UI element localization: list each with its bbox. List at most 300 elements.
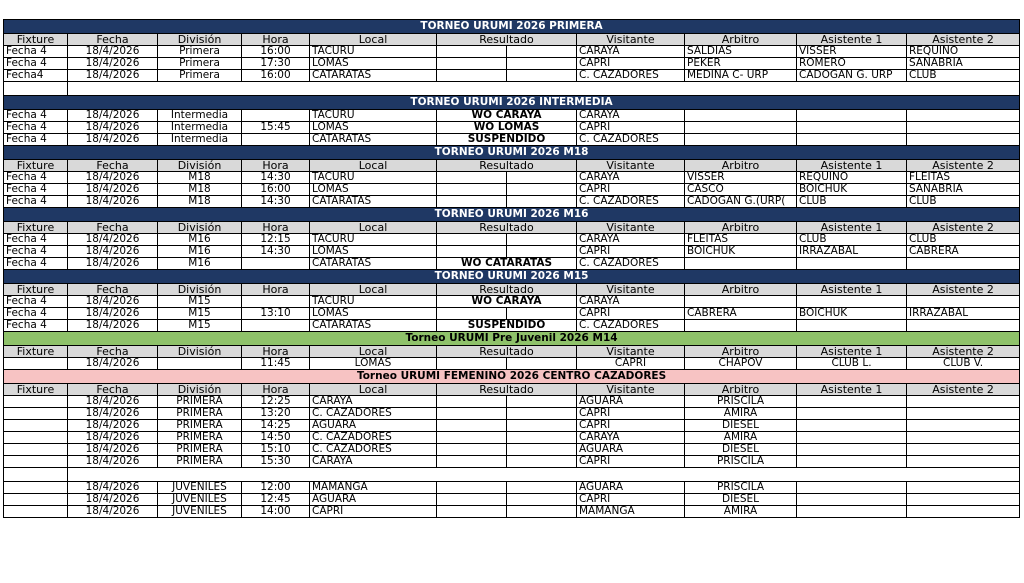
- asistente-2-cell: [907, 396, 1020, 408]
- resultado-local-cell: [437, 506, 507, 518]
- column-header-arbitro: Arbitro: [685, 222, 797, 234]
- table-row: [4, 184, 1020, 196]
- arbitro-cell: DIESEL: [685, 444, 797, 456]
- column-header-arbitro: Arbitro: [685, 284, 797, 296]
- visitante-cell: CARAYA: [577, 432, 685, 444]
- column-header-fecha: Fecha: [68, 284, 158, 296]
- asistente-1-cell: [797, 320, 907, 332]
- section-title: TORNEO URUMI 2026 M15: [4, 270, 1020, 284]
- column-header-resultado: Resultado: [437, 160, 577, 172]
- division-cell: Intermedia: [158, 122, 242, 134]
- fixture-cell: Fecha 4: [4, 172, 68, 184]
- table-row: [4, 134, 1020, 146]
- arbitro-cell: CADOGAN G.(URP(: [685, 196, 797, 208]
- arbitro-cell: SALDIAS: [685, 46, 797, 58]
- resultado-visitante-cell: [507, 358, 577, 370]
- hora-cell: [242, 320, 310, 332]
- column-header-row: [4, 160, 1020, 172]
- blank-cell: [68, 468, 1020, 482]
- column-header-fixture: Fixture: [4, 160, 68, 172]
- fixture-cell: [4, 456, 68, 468]
- visitante-cell: CAPRI: [577, 184, 685, 196]
- arbitro-cell: AMIRA: [685, 432, 797, 444]
- local-cell: C. CAZADORES: [310, 444, 437, 456]
- asistente-2-cell: [907, 408, 1020, 420]
- table-row: [4, 444, 1020, 456]
- visitante-cell: CAPRI: [577, 456, 685, 468]
- arbitro-cell: PRISCILA: [685, 482, 797, 494]
- asistente-2-cell: [907, 444, 1020, 456]
- column-header-division: División: [158, 284, 242, 296]
- division-cell: M16: [158, 258, 242, 270]
- arbitro-cell: FLEITAS: [685, 234, 797, 246]
- column-header-division: División: [158, 384, 242, 396]
- arbitro-cell: DIESEL: [685, 420, 797, 432]
- column-header-asistente-2: Asistente 2: [907, 34, 1020, 46]
- resultado-visitante-cell: [507, 172, 577, 184]
- resultado-local-cell: [437, 456, 507, 468]
- column-header-fecha: Fecha: [68, 384, 158, 396]
- asistente-1-cell: [797, 420, 907, 432]
- table-row: [4, 432, 1020, 444]
- division-cell: PRIMERA: [158, 420, 242, 432]
- column-header-division: División: [158, 346, 242, 358]
- blank-cell: [4, 82, 68, 96]
- column-header-row: [4, 34, 1020, 46]
- division-cell: JUVENILES: [158, 482, 242, 494]
- division-cell: Intermedia: [158, 110, 242, 122]
- column-header-asistente-2: Asistente 2: [907, 222, 1020, 234]
- hora-cell: 12:45: [242, 494, 310, 506]
- division-cell: Primera: [158, 70, 242, 82]
- visitante-cell: CAPRI: [577, 420, 685, 432]
- column-header-local: Local: [310, 346, 437, 358]
- asistente-2-cell: [907, 482, 1020, 494]
- column-header-fecha: Fecha: [68, 346, 158, 358]
- hora-cell: 11:45: [242, 358, 310, 370]
- visitante-cell: CAPRI: [577, 58, 685, 70]
- column-header-row: [4, 222, 1020, 234]
- asistente-2-cell: [907, 320, 1020, 332]
- section-title: TORNEO URUMI 2026 PRIMERA: [4, 20, 1020, 34]
- resultado-local-cell: [437, 184, 507, 196]
- resultado-visitante-cell: [507, 456, 577, 468]
- asistente-2-cell: [907, 420, 1020, 432]
- asistente-1-cell: [797, 396, 907, 408]
- local-cell: AGUARA: [310, 420, 437, 432]
- resultado-visitante-cell: [507, 494, 577, 506]
- resultado-visitante-cell: [507, 506, 577, 518]
- column-header-arbitro: Arbitro: [685, 160, 797, 172]
- asistente-1-cell: CLUB L.: [797, 358, 907, 370]
- local-cell: LOMAS: [310, 246, 437, 258]
- column-header-row: [4, 346, 1020, 358]
- column-header-local: Local: [310, 160, 437, 172]
- arbitro-cell: CHAPOV: [685, 358, 797, 370]
- column-header-local: Local: [310, 222, 437, 234]
- table-row: [4, 494, 1020, 506]
- arbitro-cell: PRISCILA: [685, 456, 797, 468]
- column-header-fixture: Fixture: [4, 222, 68, 234]
- visitante-cell: AGUARA: [577, 482, 685, 494]
- arbitro-cell: [685, 296, 797, 308]
- hora-cell: [242, 296, 310, 308]
- fecha-cell: 18/4/2026: [68, 70, 158, 82]
- column-header-asistente-1: Asistente 1: [797, 346, 907, 358]
- asistente-1-cell: CLUB: [797, 196, 907, 208]
- column-header-asistente-1: Asistente 1: [797, 222, 907, 234]
- column-header-asistente-2: Asistente 2: [907, 346, 1020, 358]
- local-cell: C. CAZADORES: [310, 432, 437, 444]
- fecha-cell: 18/4/2026: [68, 358, 158, 370]
- asistente-2-cell: CLUB: [907, 234, 1020, 246]
- asistente-1-cell: [797, 110, 907, 122]
- resultado-visitante-cell: [507, 444, 577, 456]
- resultado-local-cell: [437, 196, 507, 208]
- resultado-local-cell: [437, 70, 507, 82]
- column-header-resultado: Resultado: [437, 284, 577, 296]
- column-header-fecha: Fecha: [68, 222, 158, 234]
- division-cell: M15: [158, 320, 242, 332]
- column-header-local: Local: [310, 284, 437, 296]
- hora-cell: 12:15: [242, 234, 310, 246]
- arbitro-cell: MEDINA C- URP: [685, 70, 797, 82]
- visitante-cell: C. CAZADORES: [577, 196, 685, 208]
- section-title-row: [4, 96, 1020, 110]
- table-row: [4, 234, 1020, 246]
- division-cell: PRIMERA: [158, 396, 242, 408]
- asistente-1-cell: [797, 134, 907, 146]
- hora-cell: 16:00: [242, 184, 310, 196]
- visitante-cell: CAPRI: [577, 408, 685, 420]
- arbitro-cell: BOICHUK: [685, 246, 797, 258]
- table-row: [4, 196, 1020, 208]
- blank-cell: [4, 468, 68, 482]
- division-cell: PRIMERA: [158, 444, 242, 456]
- hora-cell: 14:00: [242, 506, 310, 518]
- table-row: [4, 456, 1020, 468]
- column-header-visitante: Visitante: [577, 160, 685, 172]
- resultado-local-cell: [437, 58, 507, 70]
- section-title-row: [4, 20, 1020, 34]
- resultado-cell: SUSPENDIDO: [437, 320, 577, 332]
- fixture-cell: Fecha 4: [4, 184, 68, 196]
- fixture-cell: [4, 358, 68, 370]
- column-header-arbitro: Arbitro: [685, 34, 797, 46]
- fixture-cell: Fecha 4: [4, 258, 68, 270]
- asistente-2-cell: FLEITAS: [907, 172, 1020, 184]
- schedule-body: [4, 20, 1020, 518]
- fecha-cell: 18/4/2026: [68, 444, 158, 456]
- resultado-local-cell: [437, 246, 507, 258]
- column-header-asistente-2: Asistente 2: [907, 160, 1020, 172]
- division-cell: M18: [158, 184, 242, 196]
- resultado-local-cell: [437, 358, 507, 370]
- fecha-cell: 18/4/2026: [68, 482, 158, 494]
- division-cell: M16: [158, 234, 242, 246]
- section-title: Torneo URUMI Pre Juvenil 2026 M14: [4, 332, 1020, 346]
- division-cell: M18: [158, 196, 242, 208]
- column-header-fixture: Fixture: [4, 34, 68, 46]
- asistente-1-cell: [797, 408, 907, 420]
- column-header-fecha: Fecha: [68, 34, 158, 46]
- asistente-2-cell: [907, 258, 1020, 270]
- arbitro-cell: [685, 320, 797, 332]
- visitante-cell: CARAYA: [577, 234, 685, 246]
- asistente-2-cell: CLUB: [907, 70, 1020, 82]
- table-row: [4, 320, 1020, 332]
- local-cell: CARAYA: [310, 396, 437, 408]
- resultado-local-cell: [437, 420, 507, 432]
- resultado-visitante-cell: [507, 482, 577, 494]
- asistente-1-cell: [797, 506, 907, 518]
- resultado-visitante-cell: [507, 58, 577, 70]
- fixture-cell: Fecha 4: [4, 110, 68, 122]
- table-row: [4, 258, 1020, 270]
- fecha-cell: 18/4/2026: [68, 172, 158, 184]
- column-header-resultado: Resultado: [437, 34, 577, 46]
- resultado-cell: WO CARAYA: [437, 296, 577, 308]
- table-row: [4, 308, 1020, 320]
- fixture-cell: [4, 444, 68, 456]
- division-cell: M15: [158, 308, 242, 320]
- hora-cell: 14:30: [242, 196, 310, 208]
- fecha-cell: 18/4/2026: [68, 122, 158, 134]
- column-header-arbitro: Arbitro: [685, 346, 797, 358]
- fecha-cell: 18/4/2026: [68, 408, 158, 420]
- hora-cell: 16:00: [242, 46, 310, 58]
- local-cell: CARAYA: [310, 456, 437, 468]
- column-header-asistente-1: Asistente 1: [797, 384, 907, 396]
- hora-cell: 16:00: [242, 70, 310, 82]
- asistente-2-cell: [907, 456, 1020, 468]
- hora-cell: 14:50: [242, 432, 310, 444]
- asistente-2-cell: CLUB V.: [907, 358, 1020, 370]
- local-cell: CATARATAS: [310, 70, 437, 82]
- fixture-cell: Fecha 4: [4, 234, 68, 246]
- hora-cell: 13:10: [242, 308, 310, 320]
- column-header-resultado: Resultado: [437, 222, 577, 234]
- asistente-2-cell: [907, 432, 1020, 444]
- asistente-1-cell: CADOGAN G. URP: [797, 70, 907, 82]
- resultado-cell: SUSPENDIDO: [437, 134, 577, 146]
- fecha-cell: 18/4/2026: [68, 420, 158, 432]
- fecha-cell: 18/4/2026: [68, 432, 158, 444]
- resultado-visitante-cell: [507, 234, 577, 246]
- hora-cell: 14:30: [242, 172, 310, 184]
- table-row: [4, 396, 1020, 408]
- column-header-asistente-1: Asistente 1: [797, 284, 907, 296]
- division-cell: M15: [158, 296, 242, 308]
- fixture-cell: Fecha 4: [4, 296, 68, 308]
- table-row: [4, 110, 1020, 122]
- local-cell: C. CAZADORES: [310, 408, 437, 420]
- arbitro-cell: VISSER: [685, 172, 797, 184]
- resultado-visitante-cell: [507, 196, 577, 208]
- division-cell: JUVENILES: [158, 506, 242, 518]
- fixture-cell: [4, 494, 68, 506]
- visitante-cell: CAPRI: [577, 246, 685, 258]
- local-cell: TACURU: [310, 46, 437, 58]
- column-header-row: [4, 284, 1020, 296]
- fixture-cell: [4, 506, 68, 518]
- asistente-2-cell: [907, 296, 1020, 308]
- asistente-2-cell: IRRAZABAL: [907, 308, 1020, 320]
- asistente-2-cell: [907, 122, 1020, 134]
- asistente-2-cell: SANABRIA: [907, 58, 1020, 70]
- fecha-cell: 18/4/2026: [68, 308, 158, 320]
- asistente-2-cell: [907, 494, 1020, 506]
- local-cell: LOMAS: [310, 184, 437, 196]
- fixture-cell: [4, 396, 68, 408]
- resultado-visitante-cell: [507, 70, 577, 82]
- column-header-visitante: Visitante: [577, 346, 685, 358]
- asistente-2-cell: SANABRIA: [907, 184, 1020, 196]
- local-cell: CATARATAS: [310, 134, 437, 146]
- asistente-1-cell: [797, 444, 907, 456]
- arbitro-cell: PEKER: [685, 58, 797, 70]
- arbitro-cell: [685, 134, 797, 146]
- resultado-local-cell: [437, 482, 507, 494]
- fixture-cell: [4, 408, 68, 420]
- blank-row: [4, 468, 1020, 482]
- blank-row: [4, 82, 1020, 96]
- table-row: [4, 122, 1020, 134]
- fecha-cell: 18/4/2026: [68, 234, 158, 246]
- arbitro-cell: DIESEL: [685, 494, 797, 506]
- fixture-cell: [4, 432, 68, 444]
- resultado-local-cell: [437, 46, 507, 58]
- asistente-1-cell: CLUB: [797, 234, 907, 246]
- local-cell: CATARATAS: [310, 258, 437, 270]
- visitante-cell: CARAYA: [577, 110, 685, 122]
- asistente-1-cell: [797, 456, 907, 468]
- fixture-cell: Fecha 4: [4, 246, 68, 258]
- table-row: [4, 70, 1020, 82]
- asistente-2-cell: CLUB: [907, 196, 1020, 208]
- fixture-cell: Fecha 4: [4, 46, 68, 58]
- division-cell: Primera: [158, 46, 242, 58]
- asistente-1-cell: [797, 494, 907, 506]
- fixture-cell: Fecha 4: [4, 122, 68, 134]
- resultado-local-cell: [437, 432, 507, 444]
- hora-cell: [242, 134, 310, 146]
- asistente-1-cell: [797, 482, 907, 494]
- local-cell: LOMAS: [310, 358, 437, 370]
- table-row: [4, 246, 1020, 258]
- column-header-hora: Hora: [242, 384, 310, 396]
- local-cell: TACURU: [310, 234, 437, 246]
- column-header-fixture: Fixture: [4, 284, 68, 296]
- arbitro-cell: CABRERA: [685, 308, 797, 320]
- fixture-cell: Fecha 4: [4, 320, 68, 332]
- section-title-row: [4, 270, 1020, 284]
- division-cell: M16: [158, 246, 242, 258]
- visitante-cell: CAPRI: [577, 358, 685, 370]
- asistente-1-cell: [797, 432, 907, 444]
- column-header-visitante: Visitante: [577, 384, 685, 396]
- local-cell: LOMAS: [310, 122, 437, 134]
- arbitro-cell: CASCO: [685, 184, 797, 196]
- local-cell: TACURU: [310, 172, 437, 184]
- division-cell: [158, 358, 242, 370]
- column-header-division: División: [158, 34, 242, 46]
- resultado-cell: WO CATARATAS: [437, 258, 577, 270]
- table-row: [4, 172, 1020, 184]
- visitante-cell: AGUARA: [577, 396, 685, 408]
- column-header-hora: Hora: [242, 160, 310, 172]
- hora-cell: 15:30: [242, 456, 310, 468]
- visitante-cell: CARAYA: [577, 46, 685, 58]
- asistente-1-cell: VISSER: [797, 46, 907, 58]
- visitante-cell: MAMANGA: [577, 506, 685, 518]
- asistente-1-cell: ROMERO: [797, 58, 907, 70]
- division-cell: PRIMERA: [158, 432, 242, 444]
- table-row: [4, 46, 1020, 58]
- local-cell: TACURU: [310, 296, 437, 308]
- hora-cell: [242, 110, 310, 122]
- section-title-row: [4, 208, 1020, 222]
- fecha-cell: 18/4/2026: [68, 46, 158, 58]
- hora-cell: 15:45: [242, 122, 310, 134]
- division-cell: JUVENILES: [158, 494, 242, 506]
- blank-cell: [68, 82, 1020, 96]
- resultado-local-cell: [437, 494, 507, 506]
- fecha-cell: 18/4/2026: [68, 246, 158, 258]
- resultado-local-cell: [437, 396, 507, 408]
- resultado-visitante-cell: [507, 184, 577, 196]
- fixture-cell: Fecha4: [4, 70, 68, 82]
- column-header-local: Local: [310, 384, 437, 396]
- visitante-cell: C. CAZADORES: [577, 134, 685, 146]
- column-header-arbitro: Arbitro: [685, 384, 797, 396]
- column-header-asistente-1: Asistente 1: [797, 34, 907, 46]
- fecha-cell: 18/4/2026: [68, 296, 158, 308]
- asistente-2-cell: [907, 506, 1020, 518]
- column-header-division: División: [158, 160, 242, 172]
- section-title-row: [4, 146, 1020, 160]
- column-header-asistente-1: Asistente 1: [797, 160, 907, 172]
- asistente-2-cell: CABRERA: [907, 246, 1020, 258]
- column-header-fecha: Fecha: [68, 160, 158, 172]
- visitante-cell: CAPRI: [577, 308, 685, 320]
- table-row: [4, 358, 1020, 370]
- fecha-cell: 18/4/2026: [68, 184, 158, 196]
- asistente-1-cell: IRRAZABAL: [797, 246, 907, 258]
- resultado-visitante-cell: [507, 408, 577, 420]
- asistente-1-cell: [797, 296, 907, 308]
- division-cell: PRIMERA: [158, 408, 242, 420]
- visitante-cell: C. CAZADORES: [577, 258, 685, 270]
- hora-cell: 12:00: [242, 482, 310, 494]
- local-cell: MAMANGA: [310, 482, 437, 494]
- resultado-cell: WO CARAYA: [437, 110, 577, 122]
- hora-cell: 14:30: [242, 246, 310, 258]
- resultado-visitante-cell: [507, 46, 577, 58]
- visitante-cell: CAPRI: [577, 494, 685, 506]
- local-cell: TACURU: [310, 110, 437, 122]
- resultado-cell: WO LOMAS: [437, 122, 577, 134]
- hora-cell: 14:25: [242, 420, 310, 432]
- resultado-local-cell: [437, 308, 507, 320]
- asistente-1-cell: [797, 122, 907, 134]
- fecha-cell: 18/4/2026: [68, 506, 158, 518]
- resultado-visitante-cell: [507, 432, 577, 444]
- local-cell: CATARATAS: [310, 320, 437, 332]
- arbitro-cell: [685, 122, 797, 134]
- visitante-cell: C. CAZADORES: [577, 320, 685, 332]
- asistente-2-cell: [907, 110, 1020, 122]
